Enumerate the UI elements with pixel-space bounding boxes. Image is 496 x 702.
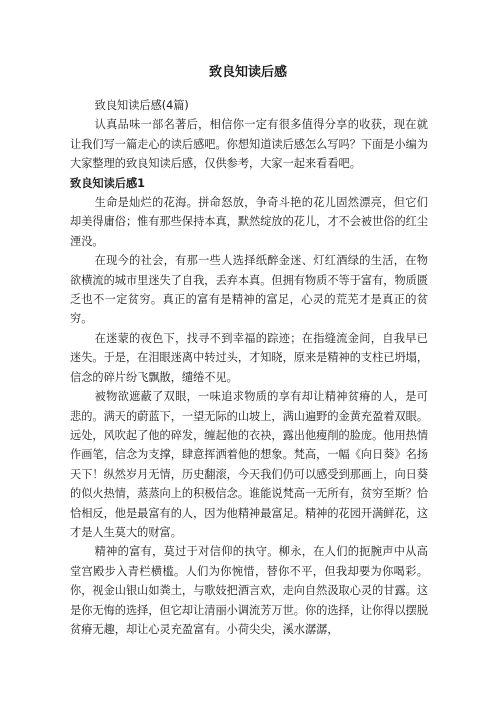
body-paragraph: 被物欲遮蔽了双眼，一味追求物质的享有却让精神贫瘠的人，是可悲的。满天的蔚蓝下，一望无际的山坡上，满山遍野的金黄充盈着双眼。远处，风吹起了他的碎发，缠起他的衣袂，露出他瘦削的脸庞。他用热情作画笔，信念为支撑，肆意挥洒着他的想象。梵高，一幅《向日葵》名扬天下！纵然岁月无情，历史翻滚，今天我们仍可以感受到那画上，向日葵的似火热情，蒸蒸向上的积极信念。谁能说梵高一无所有，贫穷至斯？恰恰相反，他是最富有的人，因为他精神最富足。精神的花园开满鲜花，这才是人生莫大的财富。	[70, 390, 429, 539]
body-paragraph: 在迷蒙的夜色下，找寻不到幸福的踪迹；在指缝流金间，自我早已迷失。于是，在泪眼迷离中转过头，才知晓，原来是精神的支柱已坍塌，信念的碎片纷飞飘散，缱绻不见。	[70, 331, 429, 384]
body-paragraph: 在现今的社会，有那一些人选择纸醉金迷、灯红酒绿的生活，在物欲横流的城市里迷失了自我，丢弃本真。但拥有物质不等于富有，物质匮乏也不一定贫穷。真正的富有是精神的富足，心灵的荒芜才是真正的贫穷。	[70, 254, 429, 326]
article-body	[70, 96, 428, 639]
article-subtitle: 致良知读后感(4篇)	[94, 99, 189, 112]
page-title: 致良知读后感	[208, 65, 287, 80]
intro-paragraph: 认真品味一部名著后，相信你一定有很多值得分享的收获，现在就让我们写一篇走心的读后感吧。你想知道读后感怎么写吗？下面是小编为大家整理的致良知读后感，仅供参考，大家一起来看看吧。	[70, 118, 429, 171]
body-paragraph: 精神的富有，莫过于对信仰的执守。柳永，在人们的扼腕声中从高堂宫殿步入青栏横槛。人们为你惋惜，替你不平，但我却要为你喝彩。你，视金山银山如粪土，与歌妓把酒言欢，走向自然汲取心灵的甘露。这是你无悔的选择，但它却让清丽小调流芳万世。你的选择，让你得以摆脱贫瘠无趣，却让心灵充盈富有。小荷尖尖，溪水潺潺，	[70, 545, 429, 636]
body-paragraph: 生命是灿烂的花海。拼命怒放，争奇斗艳的花儿固然漂亮，但它们却美得庸俗；惟有那些保持本真，默然绽放的花儿，才不会被世俗的红尘湮没。	[70, 196, 429, 248]
section-heading: 致良知读后感1	[70, 176, 145, 190]
